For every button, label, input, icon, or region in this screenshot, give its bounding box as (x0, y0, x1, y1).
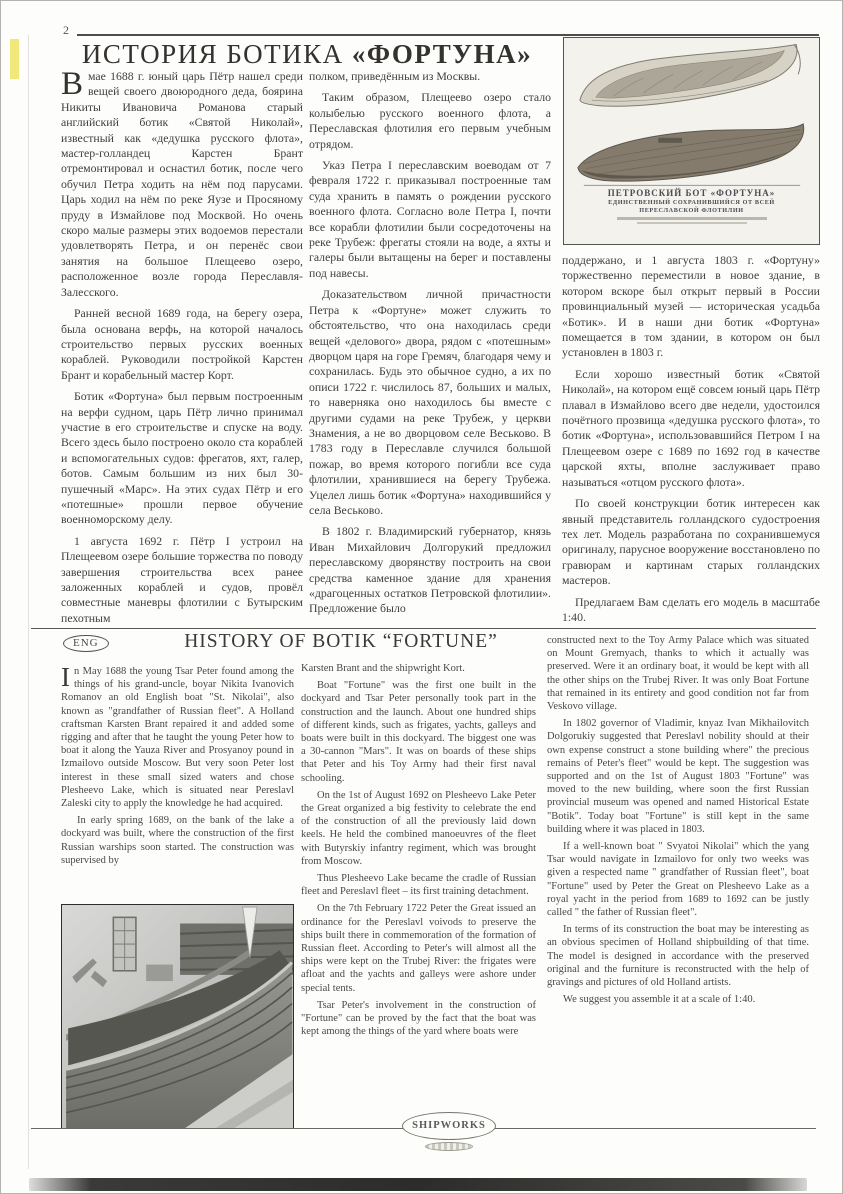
fortuna-museum-photo (61, 904, 294, 1129)
paragraph: Предлагаем Вам сделать его модель в масштабе 1:40. (562, 594, 820, 624)
shipworks-logo (401, 1112, 497, 1151)
russian-column-1 (61, 69, 303, 625)
top-rule (77, 34, 819, 36)
russian-column-2 (309, 69, 551, 625)
boat-engraving-image (564, 38, 819, 188)
caption-fine-print (617, 217, 767, 220)
paragraph: Tsar Peter's involvement in the construction of "Fortune" can be proved by the fact that the boat was kept among the things of the yard where boats were (301, 999, 536, 1038)
russian-title-part2: «ФОРТУНА» (351, 39, 533, 69)
english-column-3 (547, 634, 809, 1110)
russian-column-3 (562, 253, 820, 625)
paragraph (61, 665, 294, 810)
paragraph: On the 1st of August 1692 on Plesheevo Lake Peter the Great organized a big festivity to celebrate the end of the construction of all the previously laid down keels. He held the combined manoeuvres of the fleet with Butyrskiy infantry regiment, which was brought from Moscow. (301, 789, 536, 867)
paragraph: По своей конструкции ботик интересен как явный представитель голландского судостроения тех лет. Модель разработана по сохранившемуся оригиналу, парусное вооружение восстановлено по гравюрам и картинам старых голландских мастеров. (562, 496, 820, 588)
english-column-1 (61, 665, 294, 901)
paragraph: Thus Plesheevo Lake became the cradle of Russian fleet and Pereslavl fleet – its first training detachment. (301, 873, 536, 898)
english-article-title: HISTORY OF BOTIK “FORTUNE” (184, 631, 498, 652)
paragraph: Доказательством личной причастности Петра к «Фортуне» может служить то обстоятельство, что она находилась среди вещей «делового» двора, рядом с «потешным» дворцом царя на горе Гремяч, благодаря чему и сохранилась. Будь это обычное судно, а их по описи 1722 г. числилось 87, больших и малых, то наверняка оно находилось бы вместе с другими судами на реке Трубеж, у церкви Знамения, а не во дворцовом селе Веськово. В 1783 году в Переславле случился большой пожар, во время которого погибли все суда флотилии, хранившиеся на берегу Трубежа. Уцелел лишь ботик «Фортуна» находившийся у села Веськово. (309, 287, 551, 517)
russian-article-title (61, 39, 553, 70)
shipworks-logo-text: SHIPWORKS (402, 1112, 496, 1140)
paragraph (61, 69, 303, 300)
paragraph: Karsten Brant and the shipwright Kort. (301, 663, 465, 674)
engraving-caption (564, 188, 819, 224)
russian-title-part1: ИСТОРИЯ БОТИКА (81, 39, 344, 69)
paragraph: Boat "Fortune" was the first one built in the dockyard and Tsar Peter personally took part in the construction and the launch. About one hundred ships of different kinds, such as frigates, yachts, galleys and boats were built in this dockyard. The biggest one was a 30-cannon "Mars". It was on boards of these ships that Peter and his Toy Army had their first naval schooling. (301, 680, 536, 784)
english-column-2 (301, 662, 536, 1120)
shipworks-logo-ribbon (425, 1142, 473, 1151)
caption-line2: ЕДИНСТВЕННЫЙ СОХРАНИВШИЙСЯ ОТ ВСЕЙ (608, 199, 775, 206)
paragraph: Ботик «Фортуна» был первым построенным на верфи судном, царь Пётр лично принимал участие в его строительстве и спуске на воду. Всего здесь было построено около ста кораблей и вспомогательных судов: фрегатов, яхт, галер, ботов. Самым большим из них был 30-пушечный «Марс». На этих судах Пётр и его «потешные» прошли первое обучение военноморскому делу. (61, 389, 303, 527)
paragraph: In early spring 1689, on the bank of the lake a dockyard was built, where the construction of the first Russian warships soon started. The construction was supervised by (61, 815, 294, 866)
page-number: 2 (63, 23, 69, 37)
page-gutter-line (28, 35, 29, 1169)
paragraph: В 1802 г. Владимирский губернатор, князь Иван Михайлович Долгорукий предложил переславскому дворянству построить на свои средства каменное здание для хранения «драгоценных остатков Петровской флотилии». Предложение было (309, 524, 551, 616)
paragraph: Указ Петра I переславским воеводам от 7 февраля 1722 г. приказывал построенные там суда хранить в память о рождении русского военного флота. Согласно воле Петра I, почти все корабли флотилии были сосредоточены на реке Трубеж: фрегаты стояли на воде, а яхты и галеры были вытащены на берег и поставлены под навесы. (309, 158, 551, 280)
paragraph: constructed next to the Toy Army Palace which was situated on Mount Gremyach, thanks to which it actually was preserved. Were it an ordinary boat, it would be kept with all the other ships on the Trubej River. It was only Boat Fortune that remained in its entirety and good condition not far from Veskovo village. (547, 635, 809, 713)
drop-cap: В (61, 69, 84, 102)
paragraph: 1 августа 1692 г. Пётр I устроил на Плещеевом озере большие торжества по поводу завершения строительства всех ранее заложенных кораблей и судов, провёл совместные маневры флотилии с Бутырским пехотным (61, 533, 303, 625)
paragraph-text: n May 1688 the young Tsar Peter found among the things of his grand-uncle, boyar Nikita Ivanovich Romanov an old English boat "St. Nikolai", also known as "grandfather of Russian fleet". A Holland craftsman Karsten Brant repaired it and added some rigging and after that he taught the young Peter how to boat it along the Yauza River and Prosyanoy pound in Izmailovo outside Moscow. But very soon Peter lost interest in these small sized waters and chose Plesheevo Lake, which is situated near Pereslavl Zaleski city to apply the knowledge he had acquired. (61, 666, 294, 810)
paragraph: Ранней весной 1689 года, на берегу озера, была основана верфь, на которой началось строительство первых русских военных кораблей. Руководили постройкой Карстен Брант и корабельный мастер Корт. (61, 306, 303, 382)
paragraph-text: мае 1688 г. юный царь Пётр нашел среди вещей своего двоюродного деда, боярина Никиты Ивановича Романова старый английский ботик «Святой Николай», известный как «дедушка русского флота», мастер-голландец Карстен Брант отремонтировал и оснастил ботик, после чего обучил Петра ходить на нём под парусами. Царь ходил на нём по реке Яузе и Просяному пруду в Измайлове под Москвой. Но очень скоро малые размеры этих водоемов перестали удовлетворять Петра, и он перенёс свои занятия на большое Плещеево озеро, расположенное возле города Переславля-Залесского. (61, 69, 303, 299)
paragraph: On the 7th February 1722 Peter the Great issued an ordinance for the Pereslavl voivods to preserve the ships built there in commemoration of the formation of Russian fleet. According to Peter's will almost all the ships were kept on the Trubej River: the frigates were afloat and the yachts and galleys were ashore under special tents. (301, 903, 536, 994)
caption-title: ПЕТРОВСКИЙ БОТ «ФОРТУНА» (607, 188, 776, 198)
page-edge-mark (10, 39, 19, 79)
caption-fine-print-2 (637, 222, 747, 224)
paragraph: In terms of its construction the boat may be interesting as an obvious specimen of Holland shipbuilding of that time. The model is designed in accordance with the preserved original and the furniture is reconstructed with the help of gravings and pictures of old Holland artists. (547, 924, 809, 989)
paragraph: Таким образом, Плещеево озеро стало колыбелью русского военного флота, а Переславская флотилия его первым учебным отрядом. (309, 90, 551, 151)
paragraph: We suggest you assemble it at a scale of 1:40. (563, 994, 756, 1006)
section-divider (31, 628, 816, 629)
paragraph: полком, приведённым из Москвы. (309, 69, 481, 83)
drop-cap: I (61, 665, 70, 692)
paragraph: поддержано, и 1 августа 1803 г. «Фортуну» торжественно переместили в новое здание, в котором вскоре был открыт первый в России провинциальный музей — историческая усадьба «Ботик». И в наши дни ботик «Фортуна» помещается в том здании, в котором он был установлен в 1803 г. (562, 253, 820, 360)
paragraph: In 1802 governor of Vladimir, knyaz Ivan Mikhailovitch Dolgorukiy suggested that Pereslavl nobility should at their own expense construct a stone building where" the precious remains of Peter's fleet" would be kept. The suggestion was supported and on the 1st of August 1803 "Fortune" was moved to the new building, where soon the first Russian provincial museum was opened and named Historical Estate "Botik". Today boat "Fortune" is still kept in the same building where it was placed in 1803. (547, 718, 809, 835)
page-bottom-shadow (29, 1178, 807, 1191)
bottom-boat-detail (658, 138, 682, 143)
fortuna-engraving-figure (563, 37, 820, 245)
paragraph: If a well-known boat " Svyatoi Nikolai" which the yang Tsar would navigate in Izmailovo for only two weeks was given a respected name " grandfather of Russian fleet", boat "Fortune" used by Peter the Great on Plesheevo Lake as a royal yacht in the period from 1689 to 1692 can be justly called " the father of Russian fleet". (547, 841, 809, 919)
paragraph: Если хорошо известный ботик «Святой Николай», на котором ещё совсем юный царь Пётр плавал в Измайлово всего две недели, удостоился почётного прозвища «дедушка русского флота», то ботик «Фортуна», использовавшийся Петром I на Плещеевом озере с 1689 по 1692 год в качестве царской яхты, вполне заслуживает право называться «отцом русского флота». (562, 366, 820, 489)
museum-photo-image (62, 905, 293, 1128)
caption-line3: ПЕРЕСЛАВСКОЙ ФЛОТИЛИИ (639, 206, 744, 214)
eng-language-badge: ENG (63, 635, 109, 652)
